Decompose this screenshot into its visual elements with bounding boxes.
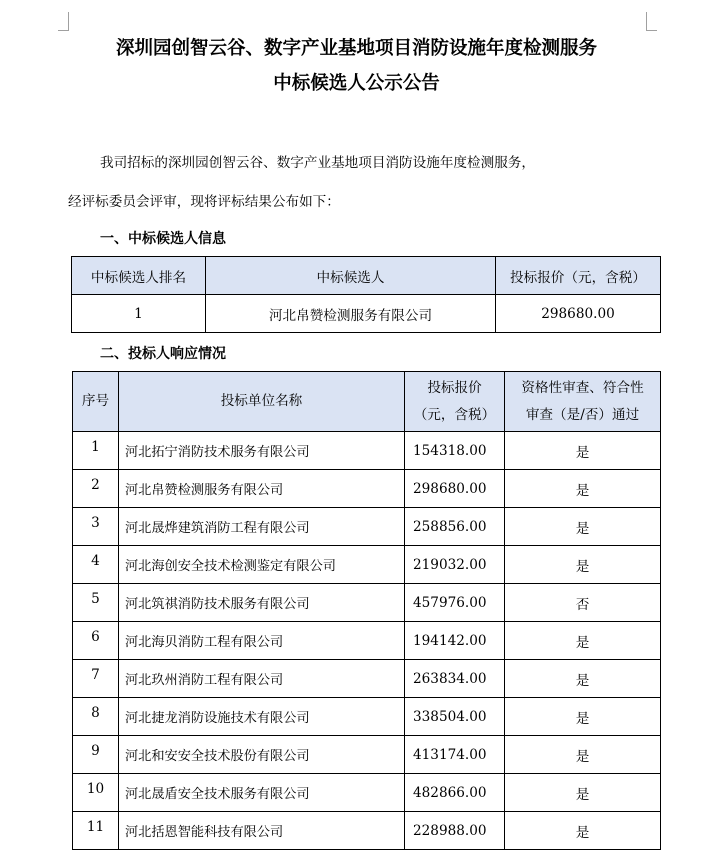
header-review-result xyxy=(505,372,661,432)
cell-rank: 1 xyxy=(72,295,206,333)
header-price: 投标报价（元，含税） xyxy=(496,257,661,295)
table-row xyxy=(73,546,661,584)
cell-bidder-name: 河北拓宁消防技术服务有限公司 xyxy=(119,432,405,470)
table-row xyxy=(72,295,661,333)
cell-bid-price: 228988.00 xyxy=(405,812,505,850)
table-row xyxy=(73,432,661,470)
cell-bidder-name: 河北玖州消防工程有限公司 xyxy=(119,660,405,698)
cell-bidder-name: 河北筑祺消防技术服务有限公司 xyxy=(119,584,405,622)
section2-heading: 二、投标人响应情况 xyxy=(100,346,226,362)
winning-candidate-table xyxy=(71,256,661,333)
header-bid-price xyxy=(405,372,505,432)
cell-bid-price: 298680.00 xyxy=(405,470,505,508)
crop-mark-top-right xyxy=(646,12,657,31)
cell-index: 3 xyxy=(73,508,119,546)
intro-paragraph-line2: 经评标委员会评审，现将评标结果公布如下： xyxy=(68,194,340,210)
header-review-line2: 审查（是/否）通过 xyxy=(525,406,640,423)
cell-review-result: 是 xyxy=(505,736,661,774)
cell-review-result: 是 xyxy=(505,546,661,584)
cell-index: 5 xyxy=(73,584,119,622)
cell-index: 7 xyxy=(73,660,119,698)
table-row xyxy=(73,508,661,546)
cell-bid-price: 154318.00 xyxy=(405,432,505,470)
header-rank: 中标候选人排名 xyxy=(72,257,206,295)
table-header-row xyxy=(73,372,661,432)
cell-bid-price: 194142.00 xyxy=(405,622,505,660)
header-bid-price-line2: （元，含税） xyxy=(413,406,496,423)
header-bid-price-line1: 投标报价 xyxy=(427,379,482,396)
cell-bid-price: 482866.00 xyxy=(405,774,505,812)
table-row xyxy=(73,584,661,622)
header-candidate: 中标候选人 xyxy=(206,257,496,295)
cell-bidder-name: 河北晟烨建筑消防工程有限公司 xyxy=(119,508,405,546)
cell-review-result: 是 xyxy=(505,508,661,546)
cell-bid-price: 258856.00 xyxy=(405,508,505,546)
cell-bidder-name: 河北和安安全技术股份有限公司 xyxy=(119,736,405,774)
cell-review-result: 是 xyxy=(505,812,661,850)
cell-review-result: 是 xyxy=(505,470,661,508)
cell-index: 10 xyxy=(73,774,119,812)
cell-index: 11 xyxy=(73,812,119,850)
crop-mark-top-left xyxy=(58,12,69,31)
bidder-rows xyxy=(73,432,661,850)
table-row xyxy=(73,736,661,774)
cell-bidder-name: 河北捷龙消防设施技术有限公司 xyxy=(119,698,405,736)
cell-index: 9 xyxy=(73,736,119,774)
cell-bid-price: 338504.00 xyxy=(405,698,505,736)
intro-paragraph-line1: 我司招标的深圳园创智云谷、数字产业基地项目消防设施年度检测服务， xyxy=(100,155,535,171)
cell-bid-price: 219032.00 xyxy=(405,546,505,584)
header-bidder-name: 投标单位名称 xyxy=(119,372,405,432)
cell-review-result: 否 xyxy=(505,584,661,622)
header-review-line1: 资格性审查、符合性 xyxy=(521,379,644,396)
cell-bid-price: 263834.00 xyxy=(405,660,505,698)
table-row xyxy=(73,774,661,812)
cell-review-result: 是 xyxy=(505,660,661,698)
cell-bidder-name: 河北晟盾安全技术服务有限公司 xyxy=(119,774,405,812)
document-title-line1: 深圳园创智云谷、数字产业基地项目消防设施年度检测服务 xyxy=(115,38,597,59)
cell-bidder-name: 河北海创安全技术检测鉴定有限公司 xyxy=(119,546,405,584)
table-row xyxy=(73,470,661,508)
cell-index: 1 xyxy=(73,432,119,470)
cell-review-result: 是 xyxy=(505,698,661,736)
cell-index: 4 xyxy=(73,546,119,584)
cell-price: 298680.00 xyxy=(496,295,661,333)
cell-candidate: 河北帛赞检测服务有限公司 xyxy=(206,295,496,333)
section1-heading: 一、中标候选人信息 xyxy=(100,231,226,247)
table-row xyxy=(73,660,661,698)
cell-bidder-name: 河北括恩智能科技有限公司 xyxy=(119,812,405,850)
table-row xyxy=(73,698,661,736)
document-title-line2: 中标候选人公示公告 xyxy=(273,73,440,94)
cell-index: 6 xyxy=(73,622,119,660)
cell-bid-price: 413174.00 xyxy=(405,736,505,774)
cell-index: 2 xyxy=(73,470,119,508)
bidder-response-table xyxy=(72,371,661,850)
table-header-row xyxy=(72,257,661,295)
cell-review-result: 是 xyxy=(505,432,661,470)
cell-bidder-name: 河北帛赞检测服务有限公司 xyxy=(119,470,405,508)
table-row xyxy=(73,622,661,660)
cell-bid-price: 457976.00 xyxy=(405,584,505,622)
cell-review-result: 是 xyxy=(505,774,661,812)
cell-index: 8 xyxy=(73,698,119,736)
cell-review-result: 是 xyxy=(505,622,661,660)
table-row xyxy=(73,812,661,850)
header-index: 序号 xyxy=(73,372,119,432)
cell-bidder-name: 河北海贝消防工程有限公司 xyxy=(119,622,405,660)
